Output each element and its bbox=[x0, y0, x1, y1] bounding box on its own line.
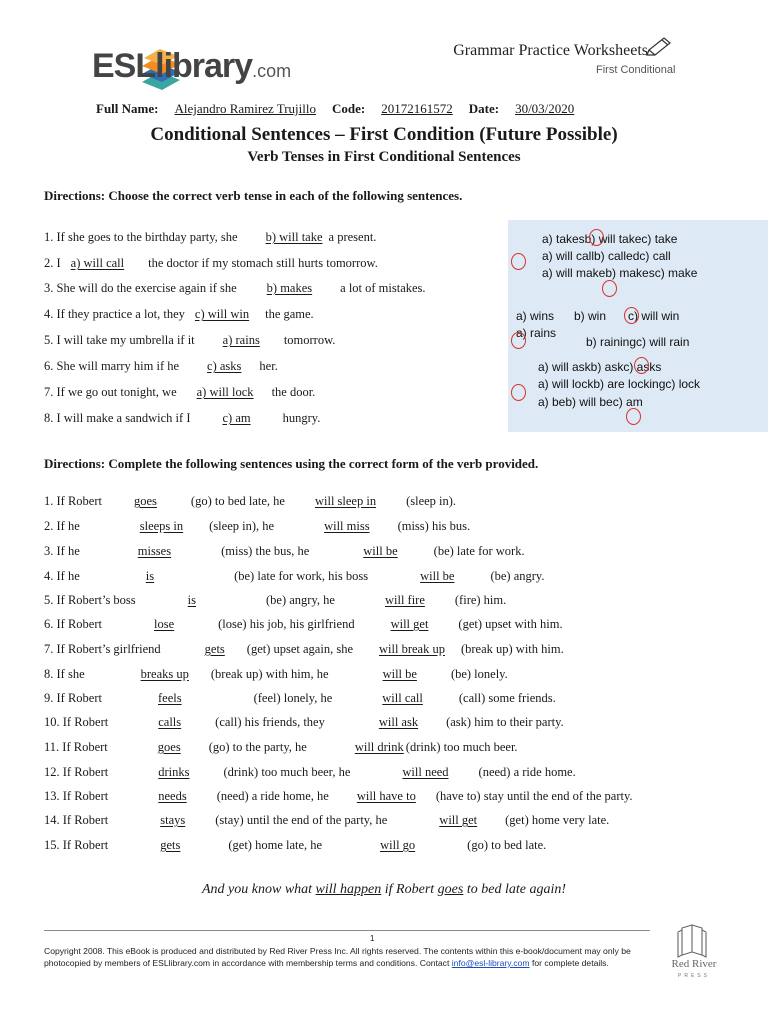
fill-sentence-7: 7. If Robert’s girlfriend gets (get) upset again, she will break up (break up) with him. bbox=[44, 642, 564, 656]
fill-sentence-9: 9. If Robert feels (feel) lonely, he will call (call) some friends. bbox=[44, 691, 556, 705]
fill-sentence-15: 15. If Robert gets (get) home late, he will go (go) to bed late. bbox=[44, 838, 547, 852]
choice-2: a) will callb) calledc) call bbox=[542, 249, 671, 263]
answer-circle-7 bbox=[511, 384, 526, 401]
book-stack-icon bbox=[678, 925, 706, 957]
sentence-7: 7. If we go out tonight, we a) will lock the door. bbox=[44, 385, 316, 399]
closing-line: And you know what will happen if Robert goes to bed late again! bbox=[202, 882, 566, 897]
fill-sentence-11: 11. If Robert goes (go) to the party, he will drink (drink) too much beer. bbox=[44, 740, 518, 754]
choice-5a: a) rains bbox=[516, 326, 557, 340]
fill-sentence-4: 4. If he is (be) late for work, his boss will be (be) angry. bbox=[44, 569, 545, 583]
page-subtitle: Verb Tenses in First Conditional Sentences bbox=[247, 149, 521, 165]
sentence-4: 4. If they practice a lot, they c) will win the game. bbox=[44, 307, 314, 321]
choice-8: a) beb) will bec) am bbox=[538, 395, 643, 409]
logo-wordmark: ESLlibrary.com bbox=[92, 47, 292, 85]
choice-4c: c) will win bbox=[628, 309, 680, 323]
choice-3: a) will makeb) makesc) make bbox=[542, 266, 698, 280]
fill-sentence-12: 12. If Robert drinks (drink) too much beer, he will need (need) a ride home. bbox=[44, 765, 576, 779]
sentence-2: 2. I a) will call the doctor if my stomach still hurts tomorrow. bbox=[44, 256, 378, 270]
name-value: Alejandro Ramirez Trujillo bbox=[174, 101, 317, 116]
choice-5bc: b) rainingc) will rain bbox=[586, 335, 690, 349]
code-value: 20172161572 bbox=[381, 101, 453, 116]
directions-section-2: Directions: Complete the following sentences using the correct form of the verb provided. bbox=[44, 456, 539, 471]
fill-sentence-10: 10. If Robert calls (call) his friends, they will ask (ask) him to their party. bbox=[44, 715, 564, 729]
publisher-sub: PRESS bbox=[678, 973, 710, 979]
worksheet-series-title: Grammar Practice Worksheets bbox=[453, 42, 648, 59]
fill-sentence-2: 2. If he sleeps in (sleep in), he will miss (miss) his bus. bbox=[44, 519, 471, 533]
worksheet-topic: First Conditional bbox=[596, 64, 676, 76]
choice-1: a) takesb) will takec) take bbox=[542, 232, 678, 246]
fill-sentence-5: 5. If Robert’s boss is (be) angry, he will fire (fire) him. bbox=[44, 593, 507, 607]
fill-sentence-1: 1. If Robert goes (go) to bed late, he will sleep in (sleep in). bbox=[44, 494, 457, 508]
choice-4b: b) win bbox=[574, 309, 607, 323]
sentence-8: 8. I will make a sandwich if I c) am hungry. bbox=[44, 411, 321, 425]
directions-section-1: Directions: Choose the correct verb tense in each of the following sentences. bbox=[44, 188, 463, 203]
pencil-icon bbox=[646, 34, 674, 56]
fill-sentence-3: 3. If he misses (miss) the bus, he will be (be) late for work. bbox=[44, 544, 525, 558]
fill-sentence-13: 13. If Robert needs (need) a ride home, he will have to (have to) stay until the end of the party. bbox=[44, 789, 633, 803]
fill-sentence-6: 6. If Robert lose (lose) his job, his girlfriend will get (get) upset with him. bbox=[44, 617, 563, 631]
answer-circle-2 bbox=[511, 253, 526, 270]
sentence-3: 3. She will do the exercise again if she b) makes a lot of mistakes. bbox=[44, 281, 426, 295]
answer-circle-4 bbox=[624, 307, 639, 324]
answer-circle-8 bbox=[626, 408, 641, 425]
page-number: 1 bbox=[370, 934, 375, 943]
publisher-name: Red River bbox=[671, 958, 717, 970]
sentence-6: 6. She will marry him if he c) asks her. bbox=[44, 359, 278, 373]
answer-circle-5 bbox=[511, 332, 526, 349]
copyright-notice: Copyright 2008. This eBook is produced and distributed by Red River Press Inc. All rights reserved. The contents within this e-book/document may only be photocopied by members of ESLlibrary.com in accordance with membership terms and conditions. Contact info@esl-library.com for complete details. bbox=[44, 946, 631, 968]
answer-circle-1 bbox=[589, 229, 604, 246]
sentence-1: 1. If she goes to the birthday party, she b) will take a present. bbox=[44, 230, 377, 244]
choice-7: a) will lockb) are lockingc) lock bbox=[538, 377, 701, 391]
choice-6: a) will askb) askc) asks bbox=[538, 360, 662, 374]
footer-divider bbox=[44, 930, 650, 931]
student-info: Full Name: Alejandro Ramirez Trujillo Code: 20172161572 Date: 30/03/2020 bbox=[96, 101, 590, 117]
red-river-press-logo bbox=[668, 922, 720, 982]
page-title: Conditional Sentences – First Condition (Future Possible) bbox=[150, 124, 618, 145]
fill-sentence-14: 14. If Robert stays (stay) until the end of the party, he will get (get) home very late. bbox=[44, 813, 610, 827]
contact-email-link[interactable]: info@esl-library.com bbox=[451, 958, 530, 968]
date-value: 30/03/2020 bbox=[515, 101, 575, 116]
choice-4a: a) wins bbox=[516, 309, 555, 323]
answer-circle-6 bbox=[634, 357, 649, 374]
sentence-5: 5. I will take my umbrella if it a) rains tomorrow. bbox=[44, 333, 336, 347]
answer-choices-box bbox=[508, 220, 768, 432]
fill-sentence-8: 8. If she breaks up (break up) with him, he will be (be) lonely. bbox=[44, 667, 508, 681]
answer-circle-3 bbox=[602, 280, 617, 297]
